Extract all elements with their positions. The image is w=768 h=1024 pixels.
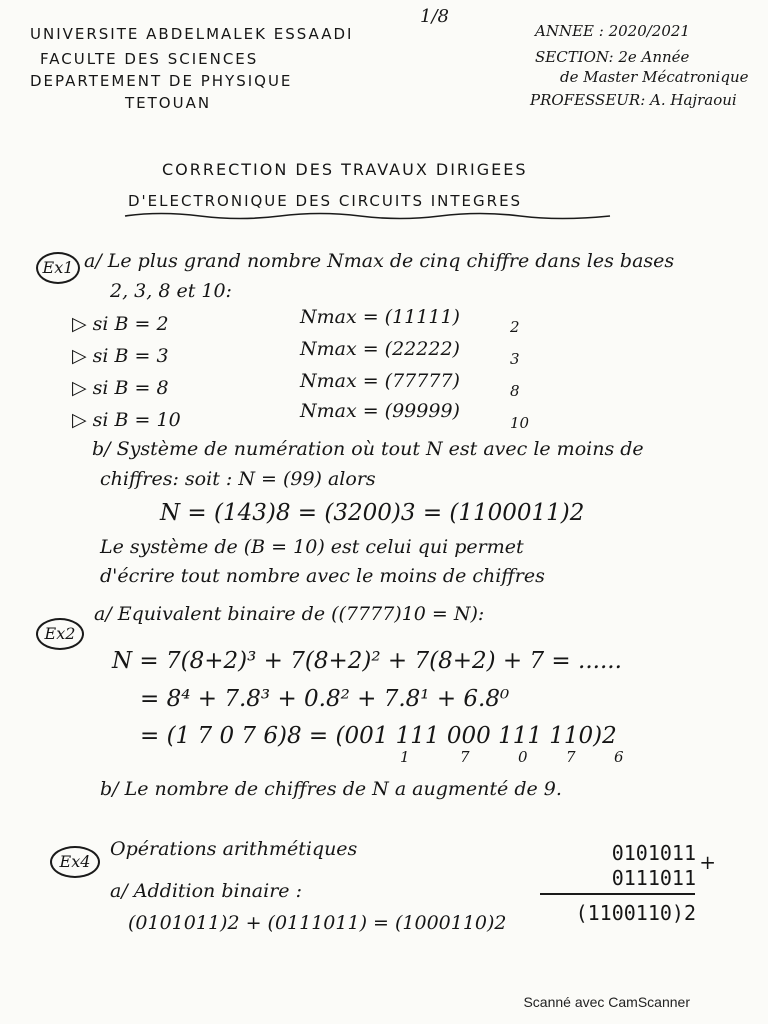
header-section-2: de Master Mécatronique xyxy=(560,68,749,86)
ex2-b-line-1: b/ Le nombre de chiffres de N a augmenté de 9. xyxy=(100,778,562,800)
ex2-badge: Ex2 xyxy=(36,618,84,650)
ex1-b-line-3: N = (143)8 = (3200)3 = (1100011)2 xyxy=(160,500,585,526)
footer-watermark: Scanné avec CamScanner xyxy=(523,994,690,1010)
ex1-row-cond: ▷ si B = 2 xyxy=(72,313,169,335)
ex2-digit: 0 xyxy=(518,748,528,766)
ex1-row-cond: ▷ si B = 10 xyxy=(72,409,181,431)
title-line-2: D'ELECTRONIQUE DES CIRCUITS INTEGRES xyxy=(128,192,523,210)
ex2-line-3: = (1 7 0 7 6)8 = (001 111 000 111 110)2 xyxy=(140,723,617,749)
ex1-a-intro-2: 2, 3, 8 et 10: xyxy=(110,280,232,302)
ex2-line-2: = 8⁴ + 7.8³ + 0.8² + 7.8¹ + 6.8⁰ xyxy=(140,686,510,712)
header-year: ANNEE : 2020/2021 xyxy=(535,22,690,40)
ex1-row-result: Nmax = (99999) xyxy=(300,400,460,422)
header-section-1: SECTION: 2e Année xyxy=(535,48,690,66)
ex2-digit: 7 xyxy=(566,748,576,766)
ex4-add-rule xyxy=(540,893,695,895)
ex1-b-line-1: b/ Système de numération où tout N est avec le moins de xyxy=(92,438,644,460)
header-city: TETOUAN xyxy=(125,94,212,112)
header-faculty: FACULTE DES SCIENCES xyxy=(40,50,259,68)
ex4-a-line-2: (0101011)2 + (0111011) = (1000110)2 xyxy=(128,912,507,934)
ex4-add-plus: + xyxy=(699,850,716,874)
ex2-digit: 7 xyxy=(460,748,470,766)
ex1-row-cond: ▷ si B = 3 xyxy=(72,345,169,367)
title-underline xyxy=(120,210,620,222)
ex1-row-result: Nmax = (77777) xyxy=(300,370,460,392)
ex1-a-intro-1: a/ Le plus grand nombre Nmax de cinq chiffre dans les bases xyxy=(84,250,675,272)
ex1-b-line-4: Le système de (B = 10) est celui qui permet xyxy=(100,536,524,558)
title-line-1: CORRECTION DES TRAVAUX DIRIGEES xyxy=(162,160,528,179)
ex1-badge: Ex1 xyxy=(36,252,80,284)
ex2-digit: 1 xyxy=(400,748,410,766)
ex1-row-result: Nmax = (22222) xyxy=(300,338,460,360)
header-university: UNIVERSITE ABDELMALEK ESSAADI xyxy=(30,25,354,43)
ex1-b-line-5: d'écrire tout nombre avec le moins de chiffres xyxy=(100,565,545,587)
ex1-row-sub: 8 xyxy=(510,382,520,400)
ex4-add-result: (1100110)2 xyxy=(575,901,696,925)
ex1-b-line-2: chiffres: soit : N = (99) alors xyxy=(100,468,376,490)
ex1-row-sub: 10 xyxy=(510,414,530,432)
ex4-badge: Ex4 xyxy=(50,846,100,878)
ex2-a-line-1: a/ Equivalent binaire de ((7777)10 = N): xyxy=(94,603,485,625)
ex4-title: Opérations arithmétiques xyxy=(110,838,358,860)
ex4-add-top: 0101011 xyxy=(611,841,696,865)
ex4-add-bottom: 0111011 xyxy=(611,866,696,890)
ex1-row-sub: 3 xyxy=(510,350,520,368)
ex2-line-1: N = 7(8+2)³ + 7(8+2)² + 7(8+2) + 7 = ...... xyxy=(112,648,622,674)
header-professor: PROFESSEUR: A. Hajraoui xyxy=(530,91,737,109)
ex1-row-sub: 2 xyxy=(510,318,520,336)
ex4-a-line-1: a/ Addition binaire : xyxy=(110,880,302,902)
page-number: 1/8 xyxy=(420,6,449,27)
ex2-digit: 6 xyxy=(614,748,624,766)
ex1-row-cond: ▷ si B = 8 xyxy=(72,377,169,399)
ex1-row-result: Nmax = (11111) xyxy=(300,306,460,328)
header-department: DEPARTEMENT DE PHYSIQUE xyxy=(30,72,293,90)
